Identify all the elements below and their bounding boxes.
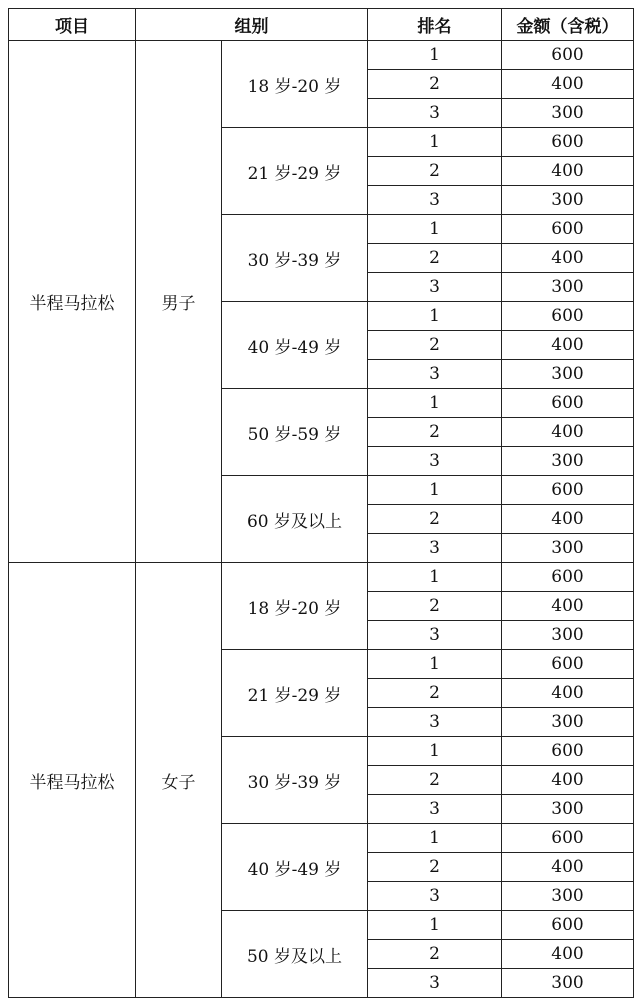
amount-cell: 300	[502, 708, 634, 737]
amount-cell: 400	[502, 157, 634, 186]
amount-cell: 400	[502, 940, 634, 969]
rank-cell: 3	[368, 360, 502, 389]
header-group: 组别	[136, 9, 368, 41]
amount-cell: 300	[502, 273, 634, 302]
table-body	[9, 41, 634, 998]
table-header	[9, 9, 634, 41]
rank-cell: 2	[368, 70, 502, 99]
age-group-cell: 21 岁-29 岁	[222, 650, 368, 737]
amount-cell: 400	[502, 418, 634, 447]
age-group-cell: 50 岁及以上	[222, 911, 368, 998]
rank-cell: 1	[368, 650, 502, 679]
amount-cell: 600	[502, 737, 634, 766]
table-row	[9, 41, 634, 70]
age-group-cell: 18 岁-20 岁	[222, 41, 368, 128]
rank-cell: 2	[368, 331, 502, 360]
rank-cell: 3	[368, 447, 502, 476]
age-group-cell: 40 岁-49 岁	[222, 824, 368, 911]
rank-cell: 3	[368, 534, 502, 563]
amount-cell: 400	[502, 331, 634, 360]
age-group-cell: 18 岁-20 岁	[222, 563, 368, 650]
gender-cell: 女子	[136, 563, 222, 998]
amount-cell: 600	[502, 650, 634, 679]
amount-cell: 400	[502, 679, 634, 708]
table-row	[9, 563, 634, 592]
rank-cell: 1	[368, 911, 502, 940]
rank-cell: 1	[368, 128, 502, 157]
rank-cell: 1	[368, 215, 502, 244]
rank-cell: 3	[368, 186, 502, 215]
rank-cell: 2	[368, 505, 502, 534]
prize-table	[8, 8, 634, 998]
age-group-cell: 30 岁-39 岁	[222, 737, 368, 824]
amount-cell: 600	[502, 41, 634, 70]
age-group-cell: 50 岁-59 岁	[222, 389, 368, 476]
amount-cell: 400	[502, 70, 634, 99]
amount-cell: 600	[502, 389, 634, 418]
amount-cell: 400	[502, 766, 634, 795]
amount-cell: 600	[502, 215, 634, 244]
rank-cell: 1	[368, 41, 502, 70]
rank-cell: 3	[368, 708, 502, 737]
age-group-cell: 40 岁-49 岁	[222, 302, 368, 389]
amount-cell: 600	[502, 824, 634, 853]
age-group-cell: 30 岁-39 岁	[222, 215, 368, 302]
rank-cell: 2	[368, 157, 502, 186]
header-rank: 排名	[368, 9, 502, 41]
gender-cell: 男子	[136, 41, 222, 563]
rank-cell: 1	[368, 476, 502, 505]
header-project: 项目	[9, 9, 136, 41]
rank-cell: 3	[368, 795, 502, 824]
amount-cell: 600	[502, 911, 634, 940]
rank-cell: 1	[368, 737, 502, 766]
amount-cell: 300	[502, 360, 634, 389]
amount-cell: 300	[502, 882, 634, 911]
rank-cell: 1	[368, 302, 502, 331]
rank-cell: 2	[368, 592, 502, 621]
rank-cell: 2	[368, 244, 502, 273]
header-amount: 金额（含税）	[502, 9, 634, 41]
rank-cell: 1	[368, 824, 502, 853]
rank-cell: 1	[368, 389, 502, 418]
amount-cell: 400	[502, 244, 634, 273]
amount-cell: 300	[502, 99, 634, 128]
amount-cell: 400	[502, 505, 634, 534]
project-cell: 半程马拉松	[9, 41, 136, 563]
amount-cell: 400	[502, 853, 634, 882]
amount-cell: 300	[502, 534, 634, 563]
amount-cell: 300	[502, 621, 634, 650]
project-cell: 半程马拉松	[9, 563, 136, 998]
rank-cell: 2	[368, 679, 502, 708]
header-row	[9, 9, 634, 41]
rank-cell: 3	[368, 273, 502, 302]
amount-cell: 600	[502, 476, 634, 505]
rank-cell: 2	[368, 940, 502, 969]
amount-cell: 600	[502, 563, 634, 592]
amount-cell: 300	[502, 186, 634, 215]
amount-cell: 600	[502, 128, 634, 157]
rank-cell: 3	[368, 882, 502, 911]
age-group-cell: 21 岁-29 岁	[222, 128, 368, 215]
amount-cell: 600	[502, 302, 634, 331]
rank-cell: 3	[368, 621, 502, 650]
rank-cell: 1	[368, 563, 502, 592]
rank-cell: 2	[368, 766, 502, 795]
amount-cell: 300	[502, 447, 634, 476]
rank-cell: 2	[368, 418, 502, 447]
rank-cell: 3	[368, 99, 502, 128]
rank-cell: 3	[368, 969, 502, 998]
amount-cell: 400	[502, 592, 634, 621]
amount-cell: 300	[502, 969, 634, 998]
age-group-cell: 60 岁及以上	[222, 476, 368, 563]
rank-cell: 2	[368, 853, 502, 882]
amount-cell: 300	[502, 795, 634, 824]
